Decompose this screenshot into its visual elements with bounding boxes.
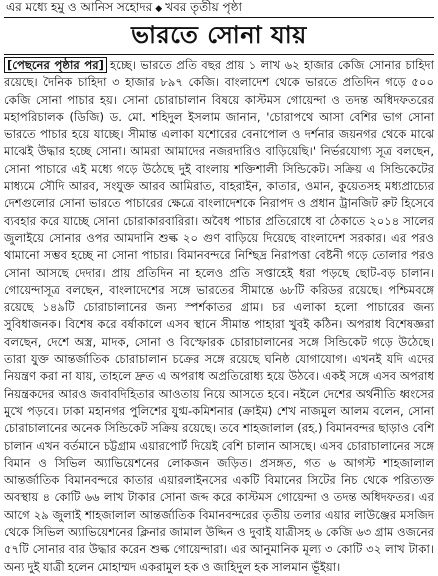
- bullet-icon: ◆: [155, 4, 163, 14]
- previous-article-strip: [4, 0, 434, 18]
- article-body-text: হচ্ছে। ভারতে প্রতি বছর প্রায় ১ লাখ ৬২ হাজার কেজি সোনার চাহিদা রয়েছে। দৈনিক চাহিদা ৩ হাজার ৮৯৭ কেজি। বাংলাদেশ থেকে ভারতে প্রতিদিন গড়ে ৫০০ কেজি সোনা পাচার হয়। সোনা চোরাচালান বিষয়ে কাস্টমস গোয়েন্দা ও তদন্ত অধিদফতরের মহাপরিচালক (ডিজি) ড. মো. শহিদুল ইসলাম জানান, 'চোরাপথে আসা বেশির ভাগ সোনা ভারতে পাচার হয়ে যাচ্ছে। সীমান্ত এলাকা যশোরের বেনাপোল ও দর্শনার জয়নগর থেকে মাঝে মাঝেই উদ্ধার হচ্ছে সোনা। আমরা আমাদের নজরদারিও বাড়িয়েছি।' নির্ভরযোগ্য সূত্র বলছেন, সোনা পাচারে এই মধ্যে গড়ে উঠেছে দুই বাংলায় শক্তিশালী সিন্ডিকেট। সক্রিয় এ সিন্ডিকেটের মাধ্যমে সৌদি আরব, সংযুক্ত আরব আমিরাত, বাহরাইন, কাতার, ওমান, কুয়েতসহ মধ্যপ্রাচ্যের দেশগুলোর সোনা ভারতে পাচারের ক্ষেত্রে বাংলাদেশকে নিরাপদ ও প্রধান ট্রানজিট রুট হিসেবে ব্যবহার করে যাচ্ছে সোনা চোরাকারবারিরা। অবৈধ পাচার প্রতিরোধে বা ঠেকাতে ২০১৪ সালের জুলাইয়ে সোনার ওপর আমদানি শুল্ক ২০ গুণ বাড়িয়ে দিয়েছে বাংলাদেশ সরকার। এর পরও থামানো সম্ভব হচ্ছে না সোনা পাচার। বিমানবন্দরে নিশ্ছিদ্র নিরাপত্তা বেষ্টনী গড়ে তোলার পরও সোনা আসছে দেদার। প্রায় প্রতিদিন না হলেও প্রতি সপ্তাহেই ধরা পড়ছে ছোট-বড় চালান। গোয়েন্দাসূত্র বলছেন, বাংলাদেশের সঙ্গে ভারতের সীমান্তে ৬৮টি করিডর রয়েছে। পশ্চিমবঙ্গে রয়েছে ১৪৯টি চোরাচালানের জন্য স্পর্শকাতর গ্রাম। চর এলাকা হলো পাচারের জন্য সুবিধাজনক। বিশেষ করে বর্ষাকালে এসব স্থানে সীমান্ত পাহারা খুবই কঠিন। অপরাধ বিশেষজ্ঞরা বলছেন, দেশে অস্ত্র, মাদক, সোনা ও বিস্ফোরক চোরাচালানের সঙ্গে সিন্ডিকেট গড়ে উঠেছে। তারা যুক্ত আন্তর্জাতিক চোরাচালান চক্রের সঙ্গে রয়েছে ঘনিষ্ঠ যোগাযোগ। এখনই যদি এদের নিয়ন্ত্রণ করা না যায়, তাহলে দ্রুত এ অপরাধ অপ্রতিরোধ্য হয়ে উঠবে। একই সঙ্গে এসব অপরাধ নিয়ন্ত্রকদের আরও জবাবদিহিতার আওতায় নিয়ে আসতে হবে। নইলে দেশের অর্থনীতি ধ্বংসের মুখে পড়বে। ঢাকা মহানগর পুলিশের যুগ্ম-কমিশনার (ক্রাইম) শেখ নাজমুল আলম বলেন, সোনা চোরাচালানের অনেক সিন্ডিকেট সক্রিয় রয়েছে। তবে শাহজালাল (রহ.) বিমানবন্দর ছাড়াও বেশি চালান এখন বর্তমানে চট্টগ্রাম এয়ারপোর্ট দিয়েই বেশি চালান আসছে। এসব চোরাচালানের সঙ্গে বিমান ও সিভিল অ্যাভিয়েশনের লোকজন জড়িত। প্রসঙ্গত, গত ৬ আগস্ট শাহজালাল আন্তর্জাতিক বিমানবন্দরে কাতার এয়ারলাইনসের একটি বিমানের সিটের নিচ থেকে পরিত্যক্ত অবস্থায় ৪ কোটি ৬৬ লাখ টাকার সোনা জব্দ করে কাস্টমস গোয়েন্দা ও তদন্ত অধিদফতর। এর আগে ২৯ জুলাই শাহজালাল আন্তর্জাতিক বিমানবন্দরের তৃতীয় তলার এয়ার লাউঞ্জের মসজিদ থেকে সিভিল অ্যাভিয়েশনের ক্লিনার জামাল উদ্দিন ও দুবাই যাত্রীসহ ৬ কেজি ৬৩ গ্রাম ওজনের ৫৭টি সোনার বার উদ্ধার করেন শুল্ক গোয়েন্দারা। এর আনুমানিক মূল্য ৩ কোটি ৩২ লাখ টাকা। অন্য দুই যাত্রী হলেন মোহাম্মদ একরামুল হক ও জাহিদুল হক সালমান ভূঁইয়া।: [4, 58, 434, 574]
- continued-tag: [পেছনের পৃষ্ঠার পর]: [4, 57, 107, 73]
- article-body: [4, 57, 434, 576]
- previous-article-reference: খবর তৃতীয় পৃষ্ঠা: [165, 0, 242, 14]
- previous-article-text: এর মধ্যে হমু ও আনিস সহোদর: [6, 0, 153, 14]
- article-headline: ভারতে সোনা যায়: [131, 20, 307, 49]
- headline-divider: [4, 54, 434, 55]
